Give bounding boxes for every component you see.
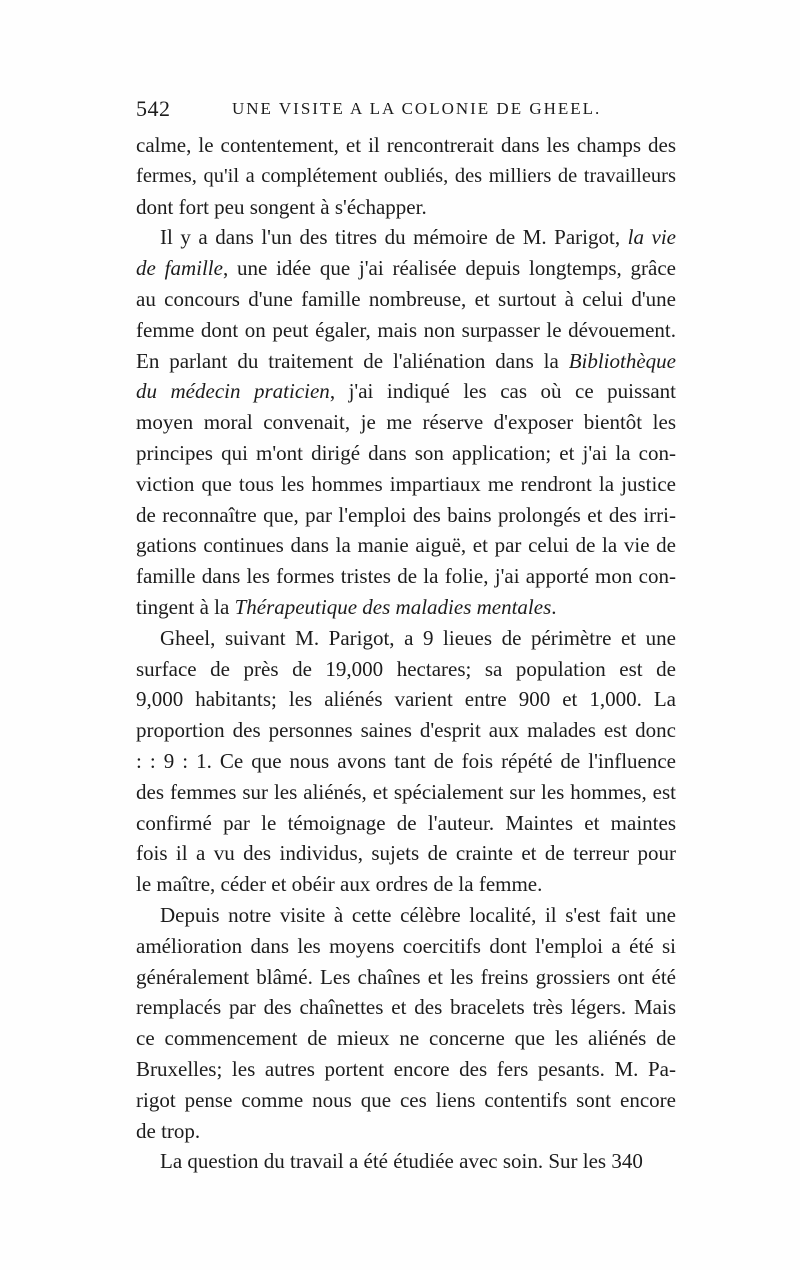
text-line [136,469,676,500]
text-segment: gations continues dans la manie aiguë, et par celui de la vie de [136,533,676,558]
text-segment: principes qui m'ont dirigé dans son application; et j'ai la con- [136,440,676,465]
text-line [136,222,676,253]
text-segment: : : 9 : 1. Ce que nous avons tant de fois répété de l'influence [136,748,676,773]
text-segment: famille dans les formes tristes de la folie, j'ai apporté mon con- [136,564,676,589]
text-segment: ce commencement de mieux ne concerne que les aliénés de [136,1026,676,1051]
text-line [136,1116,676,1147]
text-segment: confirmé par le témoignage de l'auteur. Maintes et maintes [136,810,676,835]
text-segment: moyen moral convenait, je me réserve d'exposer bientôt les [136,410,676,435]
text-line [136,192,676,223]
text-segment: fermes, qu'il a complétement oubliés, des milliers de travailleurs [136,164,676,187]
running-title: UNE VISITE A LA COLONIE DE GHEEL. [232,99,602,118]
text-segment: proportion des personnes saines d'esprit aux malades est donc [136,718,676,743]
italic-text: de famille [136,256,223,281]
text-line [136,253,676,284]
text-line [136,715,676,746]
text-line [136,838,676,869]
text-line [136,1023,676,1054]
text-line [136,161,676,192]
text-segment: En parlant du traitement de l'aliénation dans la [136,348,569,373]
text-line [136,746,676,777]
text-segment: amélioration dans les moyens coercitifs dont l'emploi a été si [136,933,676,958]
italic-text: Bibliothèque [568,348,676,373]
page-number: 542 [136,96,171,121]
text-line [136,1054,676,1085]
text-line [136,315,676,346]
text-segment: fois il a vu des individus, sujets de crainte et de terreur pour [136,841,676,866]
text-segment: , une idée que j'ai réalisée depuis longtemps, grâce [222,256,676,281]
text-segment: de reconnaître que, par l'emploi des bains prolongés et des irri- [136,502,676,527]
text-segment: La question du travail a été étudiée avec soin. Sur les 340 [160,1149,643,1174]
text-segment: de trop. [136,1118,201,1143]
italic-text: Thérapeutique des maladies mentales [234,594,552,619]
text-segment: calme, le contentement, et il rencontrerait dans les champs des [136,133,676,157]
text-segment: dont fort peu songent à s'échapper. [136,194,427,219]
text-segment: 9,000 habitants; les aliénés varient entre 900 et 1,000. La [136,687,676,712]
text-line [136,376,676,407]
text-segment: viction que tous les hommes impartiaux me rendront la justice [136,471,676,496]
text-line [136,130,676,161]
text-line [136,1146,676,1177]
page-header [136,96,676,126]
text-line [136,561,676,592]
text-line [136,931,676,962]
text-line [136,438,676,469]
italic-text: la vie [627,225,677,250]
text-line [136,654,676,685]
text-line [136,500,676,531]
text-segment: , j'ai indiqué les cas où ce puissant [329,379,677,404]
text-line [136,592,676,623]
text-line [136,869,676,900]
text-line [136,623,676,654]
text-segment: généralement blâmé. Les chaînes et les freins grossiers ont été [136,964,676,989]
text-line [136,284,676,315]
text-segment: remplacés par des chaînettes et des bracelets très légers. Mais [136,995,676,1020]
text-segment: le maître, céder et obéir aux ordres de la femme. [136,872,543,897]
text-line [136,962,676,993]
text-segment: Il y a dans l'un des titres du mémoire de M. Parigot, [160,225,628,250]
text-line [136,407,676,438]
text-segment: . [551,594,557,619]
text-line [136,1085,676,1116]
text-segment: rigot pense comme nous que ces liens contentifs sont encore [136,1087,676,1112]
text-segment: Bruxelles; les autres portent encore des fers pesants. M. Pa- [136,1056,676,1081]
body-text [136,130,676,1177]
text-line [136,777,676,808]
text-segment: Depuis notre visite à cette célèbre localité, il s'est fait une [160,902,676,927]
text-segment: des femmes sur les aliénés, et spécialement sur les hommes, est [136,779,676,804]
italic-text: du médecin praticien [136,379,330,404]
text-line [136,808,676,839]
text-line [136,684,676,715]
text-segment: tingent à la [136,594,235,619]
text-line [136,992,676,1023]
text-segment: surface de près de 19,000 hectares; sa population est de [136,656,676,681]
text-line [136,530,676,561]
text-segment: au concours d'une famille nombreuse, et surtout à celui d'une [136,286,676,311]
text-segment: Gheel, suivant M. Parigot, a 9 lieues de périmètre et une [160,625,676,650]
text-segment: femme dont on peut égaler, mais non surpasser le dévouement. [136,317,676,342]
text-line [136,346,676,377]
text-line [136,900,676,931]
